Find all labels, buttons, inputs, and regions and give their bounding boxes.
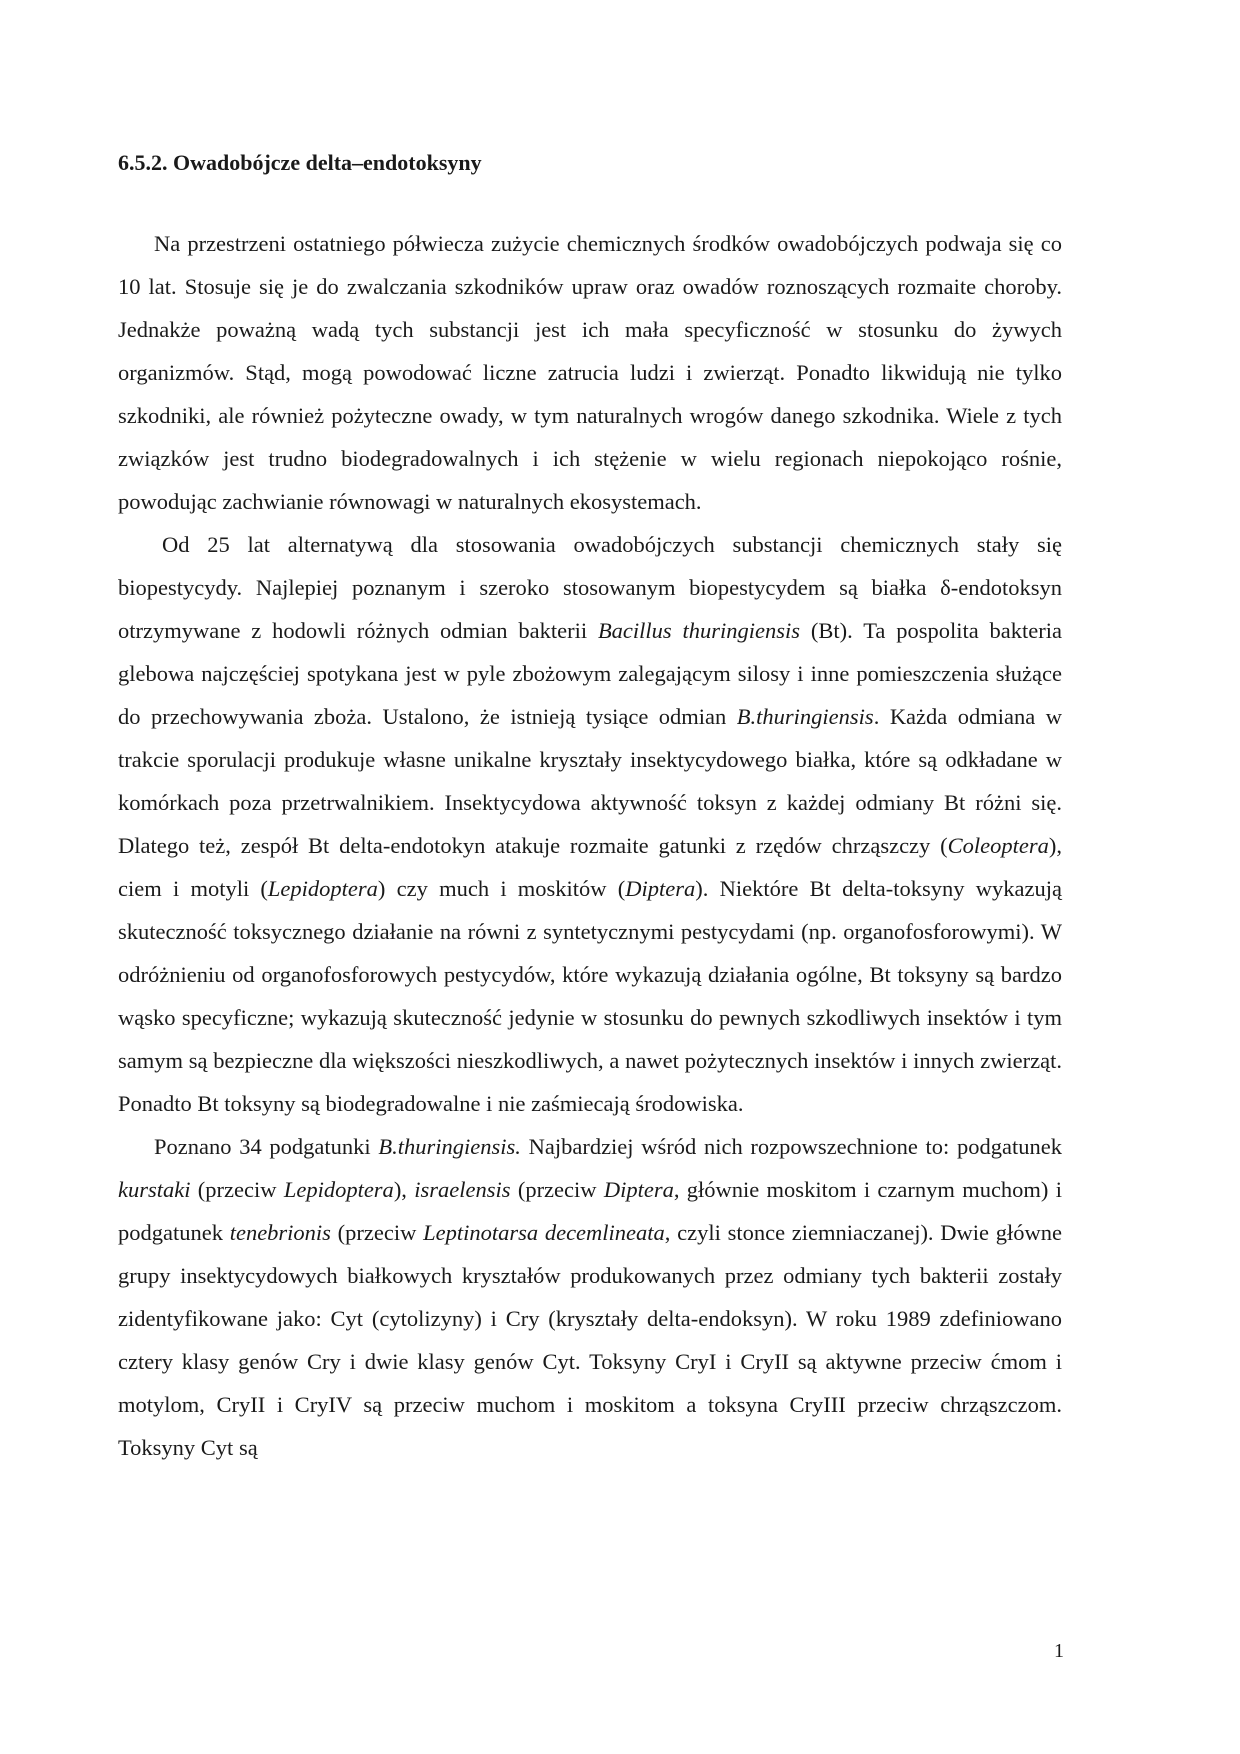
text-run: ), ciem i motyli (	[118, 833, 1062, 901]
italic-term: Lepidoptera	[267, 876, 378, 901]
italic-term: B.thuringiensis	[736, 704, 874, 729]
section-heading: 6.5.2. Owadobójcze delta–endotoksyny	[118, 150, 482, 175]
italic-term: tenebrionis	[229, 1220, 331, 1245]
italic-term: Leptinotarsa decemlineata	[423, 1220, 665, 1245]
italic-term: Lepidoptera	[283, 1177, 394, 1202]
text-run: . Każda odmiana w trakcie sporulacji produkuje własne unikalne kryształy insektycydowego białka, które są odkładane w komórkach poza przetrwalnikiem. Insektycydowa aktywność toksyn z każdej odmiany Bt różni się. Dlatego też, zespół Bt delta-endotokyn atakuje rozmaite gatunki z rzędów chrząszczy (	[118, 704, 1062, 858]
text-run: , głównie moskitom i czarnym muchom) i podgatunek	[118, 1177, 1062, 1245]
page-number: 1	[1054, 1640, 1064, 1662]
italic-term: Diptera	[625, 876, 696, 901]
text-run: Od 25 lat alternatywą dla stosowania owadobójczych substancji chemicznych stały się biopestycydy. Najlepiej poznanym i szeroko stosowanym biopestycydem są białka δ-endotoksyn otrzymywane z hodowli różnych odmian bakterii	[118, 532, 1062, 643]
paragraph-3	[118, 1125, 1062, 1469]
text-run: Poznano 34 podgatunki	[154, 1134, 379, 1159]
italic-term: Bacillus thuringiensis	[597, 618, 801, 643]
text-run: ),	[393, 1177, 415, 1202]
text-run: (przeciw	[190, 1177, 284, 1202]
italic-term: Coleoptera	[947, 833, 1049, 858]
body-text	[118, 222, 1062, 1469]
italic-term: Diptera	[603, 1177, 674, 1202]
text-run: Najbardziej wśród nich rozpowszechnione to: podgatunek	[520, 1134, 1062, 1159]
text-run: (przeciw	[510, 1177, 604, 1202]
text-run: (Bt). Ta pospolita bakteria glebowa najczęściej spotykana jest w pyle zbożowym zalegającym silosy i inne pomieszczenia służące do przechowywania zboża. Ustalono, że istnieją tysiące odmian	[118, 618, 1063, 729]
paragraph-2	[118, 523, 1062, 1125]
italic-term: israelensis	[414, 1177, 511, 1202]
italic-term: kurstaki	[118, 1177, 191, 1202]
text-run: , czyli stonce ziemniaczanej). Dwie główne grupy insektycydowych białkowych kryształów produkowanych przez odmiany tych bakterii zostały zidentyfikowane jako: Cyt (cytolizyny) i Cry (kryształy delta-endoksyn). W roku 1989 zdefiniowano cztery klasy genów Cry i dwie klasy genów Cyt. Toksyny CryI i CryII są aktywne przeciw ćmom i motylom, CryII i CryIV są przeciw muchom i moskitom a toksyna CryIII przeciw chrząszczom. Toksyny Cyt są	[118, 1220, 1062, 1460]
paragraph-1: Na przestrzeni ostatniego półwiecza zużycie chemicznych środków owadobójczych podwaja się co 10 lat. Stosuje się je do zwalczania szkodników upraw oraz owadów roznoszących rozmaite choroby. Jednakże poważną wadą tych substancji jest ich mała specyficzność w stosunku do żywych organizmów. Stąd, mogą powodować liczne zatrucia ludzi i zwierząt. Ponadto likwidują nie tylko szkodniki, ale również pożyteczne owady, w tym naturalnych wrogów danego szkodnika. Wiele z tych związków jest trudno biodegradowalnych i ich stężenie w wielu regionach niepokojąco rośnie, powodując zachwianie równowagi w naturalnych ekosystemach.	[118, 231, 1062, 514]
text-run: ). Niektóre Bt delta-toksyny wykazują skuteczność toksycznego działanie na równi z syntetycznymi pestycydami (np. organofosforowymi). W odróżnieniu od organofosforowych pestycydów, które wykazują działania ogólne, Bt toksyny są bardzo wąsko specyficzne; wykazują skuteczność jedynie w stosunku do pewnych szkodliwych insektów i tym samym są bezpieczne dla większości nieszkodliwych, a nawet pożytecznych insektów i innych zwierząt. Ponadto Bt toksyny są biodegradowalne i nie zaśmiecają środowiska.	[118, 876, 1062, 1116]
text-run: (przeciw	[330, 1220, 424, 1245]
text-run: ) czy much i moskitów (	[377, 876, 626, 901]
italic-term: B.thuringiensis.	[378, 1134, 521, 1159]
